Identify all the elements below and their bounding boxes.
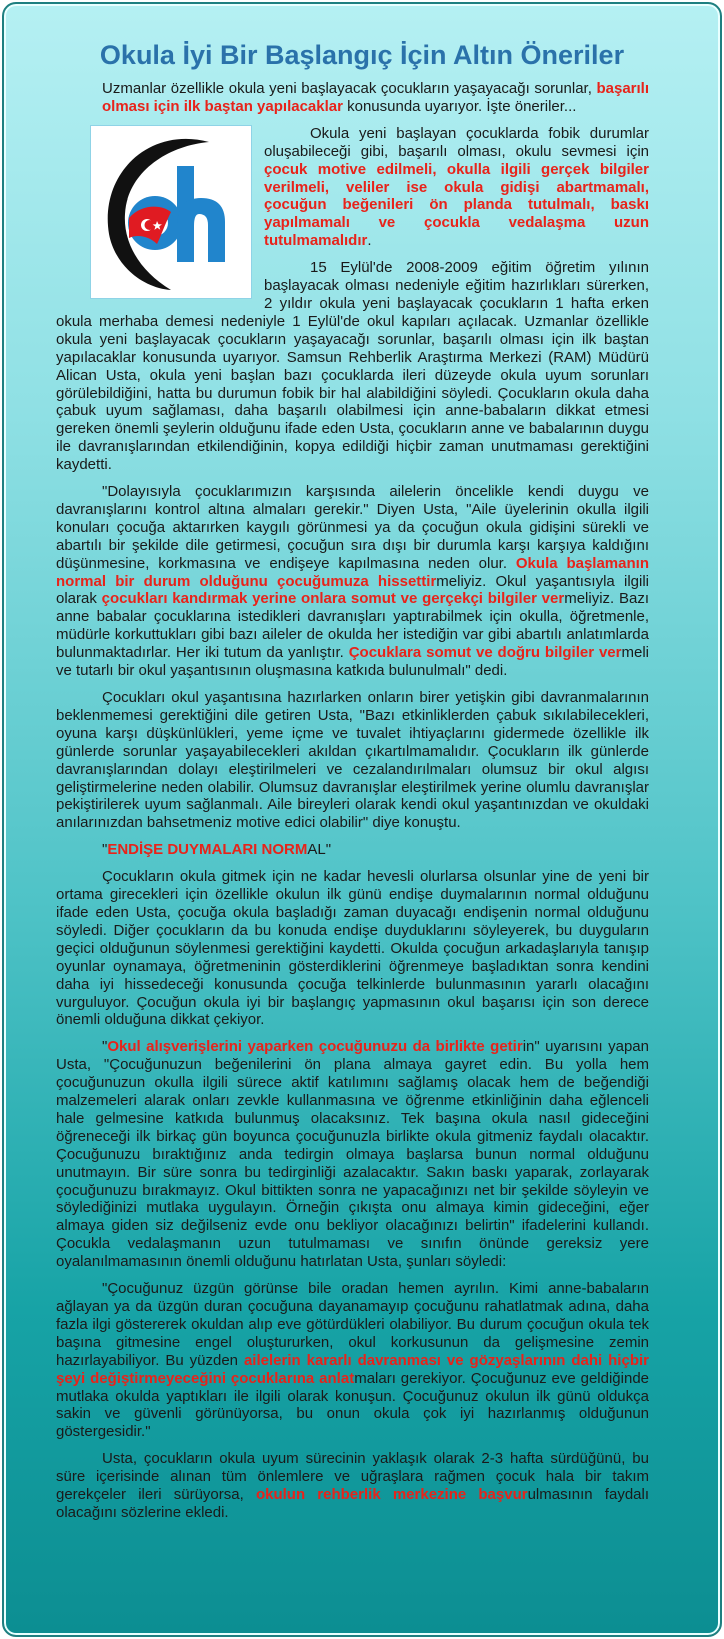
p3-text-4: meli ve tutarlı bir okul yaşantısının oluşmasına katkıda bulunulmalı" dedi. [56, 644, 649, 680]
p6-quote: " [102, 1038, 108, 1056]
p8-highlight: okulun rehberlik merkezine başvur [255, 1486, 528, 1504]
paragraph-4: Çocukları okul yaşantısına hazırlarken onların birer yetişkin gibi davranmalarının beklenmemesi gerektiğini dile getiren Usta, "Bazı etkinliklerden çabuk sıkılabilecekleri, oyuna karşı düşkünlükleri, yeme içme ve tuvalet ihtiyaçlarını gidermede özellikle ilk günlerde sorunlar yaşayabilecekleri akıldan çıkartılmamalıdır. Çocukların ilk günlerde davranışlarından dolayı eleştirilmeleri ve cezalandırılmaları olumsuz bir okul algısı geliştirmelerine neden olabilir. Olumsuz davranışlar eleştirilmek yerine olumlu davranışlar pekiştirilerek uyum sağlanmalı. Aile bireyleri olarak kendi okul yaşantınızdan ve okuldaki anılarınızdan bahsetmeniz motive edici olabilir" diye konuştu. [56, 689, 649, 832]
paragraph-5: Çocukların okula gitmek için ne kadar hevesli olurlarsa olsunlar yine de yeni bir ortama girecekleri için özellikle okulun ilk günü endişe duymalarının normal olduğunu ifade eden Usta, çocuğa okula başladığı zaman duyacağı endişenin normal olduğunu söyledi. Diğer çocukların da bu konuda endişe duyduklarını söyleyerek, bu duyguların geçici olduğunun söylenmesi gerektiğini kaydetti. Okulda çocuğun arkadaşlarıyla tanışıp oyunlar oynamaya, öğretmeninin gösterdiklerini öğrenmeye başladıktan sonra kendini daha iyi hissedeceği konusunda çocuğa telkinlerde bulunmasının yararlı olacağını vurguluyor. Çocuğun okula iyi bir başlangıç yapmasının okul başarısı için son derece önemli olduğuna dikkat çekiyor. [56, 868, 649, 1029]
p6-text: in" uyarısını yapan Usta, "Çocuğunuzun beğenilerini ön plana almaya gayret edin. Bu yolla hem çocuğunuzun okulla ilgili sürece aktif katılımını sağlamış olacak hem de beğendiği malzemeleri alarak onları zevkle kullanmasına ve öğrenme etkinliğinin daha eğlenceli hale gelmesine katkıda bulunmuş olacaksınız. Tek başına okula nasıl gideceğini öğreneceği ilk birkaç gün boyunca çocuğunuzla birlikte okula gitmeniz faydalı olacaktır. Çocuğunuzu bıraktığınız anda tedirgin olmaya başlarsa bunun normal olduğunu unutmayın. Bir süre sonra bu tedirginliği azalacaktır. Sakın baskı yaparak, zorlayarak çocuğunuzu bırakmayız. Okul bittikten sonra ne yapacağınızı net bir şekilde söyleyin ve söylediğinizi mutlaka uygulayın. Örneğin çıkışta onu almaya kimin gideceğini, eğer almaya giden siz değilseniz evde onu bekliyor olacağınızı belirtin" ifadelerini kullandı. Çocukla vedalaşmanın uzun tutulmaması ve sınıfın önünde gereksiz yere oyalanılmamasının önemli olduğunu hatırlatan Usta, şunları söyledi: [56, 1038, 649, 1271]
p3-text-3: meliyiz. Bazı anne babalar çocuklarına istedikleri davranışları yaptırabilmek için okulla, öğretmenle, müdürle korkuttukları gibi bazı aileler de okulda her istediğin var gibi abartılı anlatımlarda bulunmaktadırlar. Her iki tutum da yanlıştır. [56, 590, 649, 662]
p6-highlight: Okul alışverişlerini yaparken çocuğunuzu da birlikte getir [107, 1038, 523, 1056]
intro-paragraph [56, 80, 649, 116]
intro-text-1: Uzmanlar özellikle okula yeni başlayacak çocukların yaşayacağı sorunlar, [102, 80, 597, 97]
heading-highlight: ENDİŞE DUYMALARI NORM [107, 841, 308, 859]
intro-text-2: konusunda uyarıyor. İşte öneriler... [342, 97, 577, 115]
p1-text-1: Okula yeni başlayan çocuklarda fobik durumlar oluşabileceği gibi, başarılı olması, okulu sevmesi için [264, 124, 649, 160]
p1-highlight: çocuk motive edilmeli, okulla ilgili gerçek bilgiler verilmeli, veliler ise okula gidişi abartmamalı, çocuğun beğenileri ön planda tutulmalı, baskı yapılmamalı ve çocukla vedalaşma uzun tutulmamalıdır [264, 160, 649, 250]
paragraph-8 [56, 1450, 649, 1522]
paragraph-2: 15 Eylül'de 2008-2009 eğitim öğretim yılının başlayacak olması nedeniyle eğitim hazırlıkları sürerken, 2 yıldır okula yeni başlayacak çocukların 1 hafta erken okula merhaba demesi nedeniyle 1 Eylül'de okul kapıları açılacak. Uzmanlar özellikle okula yeni başlayacak çocukların yaşayacağı sorunlar, başarılı olması için ilk baştan yapılacaklar konusunda uyarıyor. Samsun Rehberlik Araştırma Merkezi (RAM) Müdürü Alican Usta, okula yeni başlan bazı çocuklarda ileri düzeyde okula uyum sorunları görülebildiğini, hatta bu durumun fobik bir hal alabildiğini söyledi. Çocukların okula daha çabuk uyum sağlaması, daha başarılı olabilmesi için anne-babaların dikkat etmesi gereken önemli şeylerin olduğunu ifade eden Usta, çocukların anne ve babalarının duygu ile davranışlarından etkilendiğinin, kopya edildiği hiçbir zaman unutmaması gerektiğini kaydetti. [56, 259, 649, 474]
heading-quote: " [102, 841, 108, 859]
logo-image [90, 125, 252, 299]
p1-text-2: . [367, 232, 372, 250]
p7-text-2: maları gerekiyor. Çocuğunuz eve geldiğinde mutlaka okulda yaptıkları ile ilgili olarak konuşun. Çocuğunuz okulun ilk günü oldukça sakin ve güvenli görünüyorsa, bu onun okula çok iyi hazırlanmış olduğunun göstergesidir." [56, 1369, 650, 1441]
paragraph-7 [56, 1280, 649, 1441]
p3-highlight-2: çocukları kandırmak yerine onlara somut ve gerçekçi bilgiler ver [101, 590, 565, 608]
p8-text-1: Usta, çocukların okula uyum sürecinin yaklaşık olarak 2-3 hafta sürdüğünü, bu süre içerisinde alınan tüm önlemlere ve uğraşlara rağmen çocuk hala bir takım gerekçeler ileri sürüyorsa, [56, 1450, 649, 1504]
p7-highlight: ailelerin kararlı davranması ve gözyaşlarının dahi hiçbir şeyi değiştirmeyeceğini çocuklarına anlat [56, 1351, 649, 1387]
heading-tail: AL" [307, 841, 332, 859]
p3-text-2: meliyiz. Okul yaşantısıyla ilgili olarak [56, 572, 649, 608]
section-heading [56, 841, 649, 859]
article-body [56, 80, 649, 1531]
page-title: Okula İyi Bir Başlangıç İçin Altın Öneriler [99, 40, 625, 70]
intro-highlight: başarılı olması için ilk baştan yapılacaklar [102, 80, 649, 115]
paragraph-6 [56, 1038, 649, 1271]
p3-text-1: "Dolayısıyla çocuklarımızın karşısında ailelerin öncelikle kendi duygu ve davranışlarını kontrol altına almaları gerekir." Diyen Usta, "Aile üyelerinin okulla ilgili konuları çocuğa aktarırken kaygılı görünmesi ya da çocuğun okula gidişini sürekli ve abartılı bir şekilde dile getirmesi, çocuğun sıra dışı bir durumla karşı karşıya kaldığını düşünmesine, korkmasına ve endişeye kapılmasına neden olur. [56, 483, 649, 572]
p3-highlight-3: Çocuklara somut ve doğru bilgiler ver [348, 644, 622, 662]
paragraph-3 [56, 483, 649, 680]
p8-text-2: ulmasının faydalı olacağını sözlerine ekledi. [56, 1486, 650, 1521]
oh-logo-icon [91, 126, 251, 298]
p3-highlight-1: Okula başlamanın normal bir durum olduğunu çocuğumuza hissettir [56, 554, 649, 590]
p7-text-1: "Çocuğunuz üzgün görünse bile oradan hemen ayrılın. Kimi anne-babaların ağlayan ya da üzgün duran çocuğuna dayanamayıp çocuğunu rahatlatmak adına, daha fazla ilgi göstererek okuldan alıp eve götürdükleri olabiliyor. Bu durum çocuğun okula tek başına gitmesine engel oluştururken, okul korkusunun da gelişmesine zemin hazırlayabiliyor. Bu yüzden [56, 1280, 649, 1369]
